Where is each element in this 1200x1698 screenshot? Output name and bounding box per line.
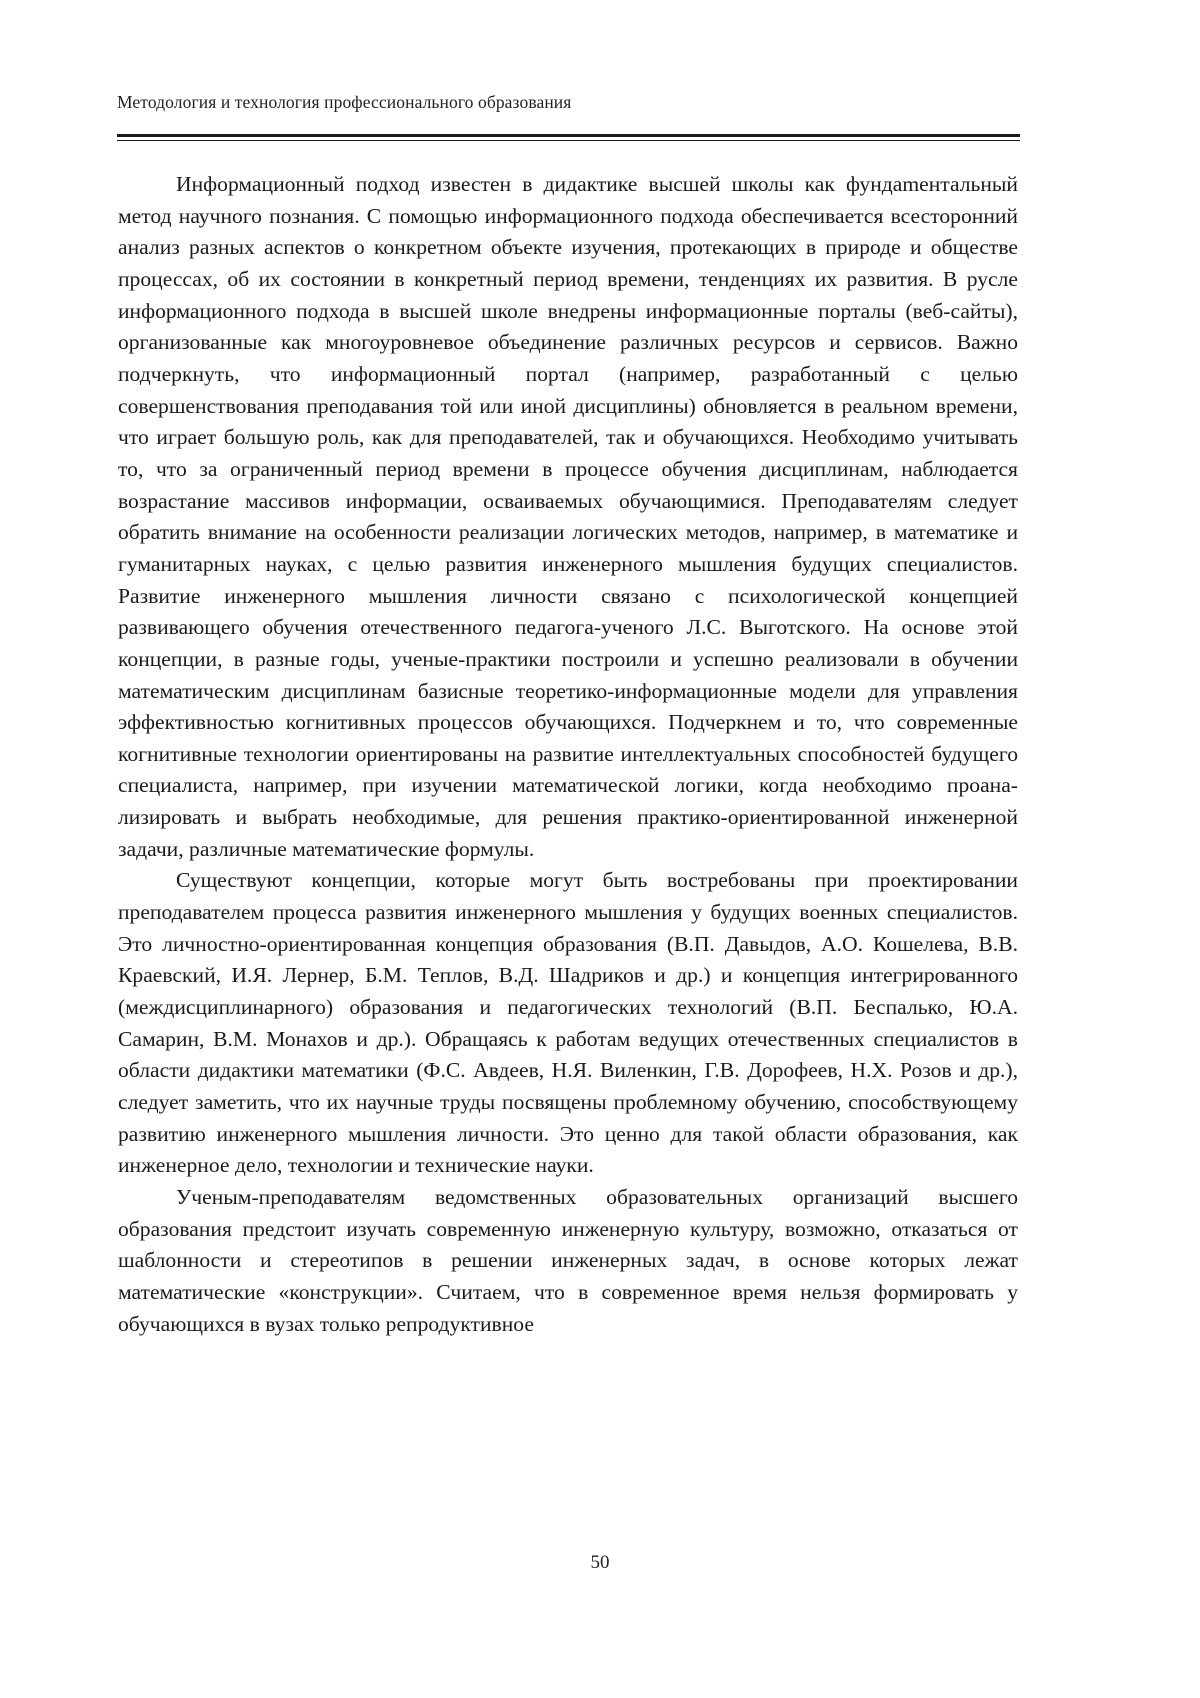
- body-text: [118, 169, 1018, 1340]
- paragraph-3: Ученым-преподавателям ведомственных образовательных организаций высшего образования предстоит изучать современную инженерную культуру, возможно, отказаться от шаблонности и стереотипов в решении инженерных задач, в основе которых лежат математические «конструкции». Считаем, что в современное время нельзя формировать у обучающихся в вузах только репродуктивное: [118, 1185, 1018, 1336]
- paragraph-1: Информационный подход известен в дидактике высшей школы как фундаmентальный метод научного познания. С помощью информационного подхода обеспечивается всесторонний анализ разных аспектов о конкретном объекте изучения, протекающих в природе и обществе процессах, об их состоянии в конкретный период времени, тенденциях их развития. В русле информационного подхода в высшей школе внедрены информационные порталы (веб-сайты), организованные как многоуровневое объединение различных ресурсов и сервисов. Важно подчеркнуть, что информационный портал (например, разработанный с целью совершенствования преподавания той или иной дисциплины) обновляется в реальном времени, что играет большую роль, как для преподавателей, так и обучающихся. Необходимо учитывать то, что за ограниченный период времени в процессе обучения дисциплинам, наблюдается возрастание массивов информации, осваиваемых обучающимися. Преподавателям следует обратить внимание на особенности реализации логических методов, например, в математике и гуманитарных науках, с целью развития инженерного мышления будущих специалистов. Развитие инженерного мышления личности связано с психологической концепцией развивающего обучения отечественного педагога-ученого Л.С. Выготского. На основе этой концепции, в разные годы, ученые-практики построили и успешно реализовали в обучении математическим дисциплинам базисные теоретико-информационные модели для управления эффективностью когнитивных процессов обучающихся. Подчеркнем и то, что современные когнитивные технологии ориентированы на развитие интеллектуальных способностей будущего специалиста, например, при изучении математической логики, когда необходимо проанализировать и выбрать необходимые, для решения практико-ориентированной инженерной задачи, различные математические формулы.: [118, 172, 1018, 861]
- header-rule-thick: [117, 134, 1020, 137]
- header-rule-thin: [117, 140, 1020, 141]
- running-header: Методология и технология профессионального образования: [117, 92, 572, 112]
- paragraph-2: Существуют концепции, которые могут быть востребованы при проектировании преподавателем процесса развития инженерного мышления у будущих военных специалистов. Это личностно-ориентированная концепция образования (В.П. Давыдов, А.О. Кошелева, В.В. Краевский, И.Я. Лернер, Б.М. Теплов, В.Д. Шадриков и др.) и концепция интегрированного (междисциплинарного) образования и педагогических технологий (В.П. Беспалько, Ю.А. Самарин, В.М. Монахов и др.). Обращаясь к работам ведущих отечественных специалистов в области дидактики математики (Ф.С. Авдеев, Н.Я. Виленкин, Г.В. Дорофеев, Н.Х. Розов и др.), следует заметить, что их научные труды посвящены проблемному обучению, способствующему развитию инженерного мышления личности. Это ценно для такой области образования, как инженерное дело, технологии и технические науки.: [118, 868, 1018, 1178]
- page-number: 50: [590, 1552, 610, 1573]
